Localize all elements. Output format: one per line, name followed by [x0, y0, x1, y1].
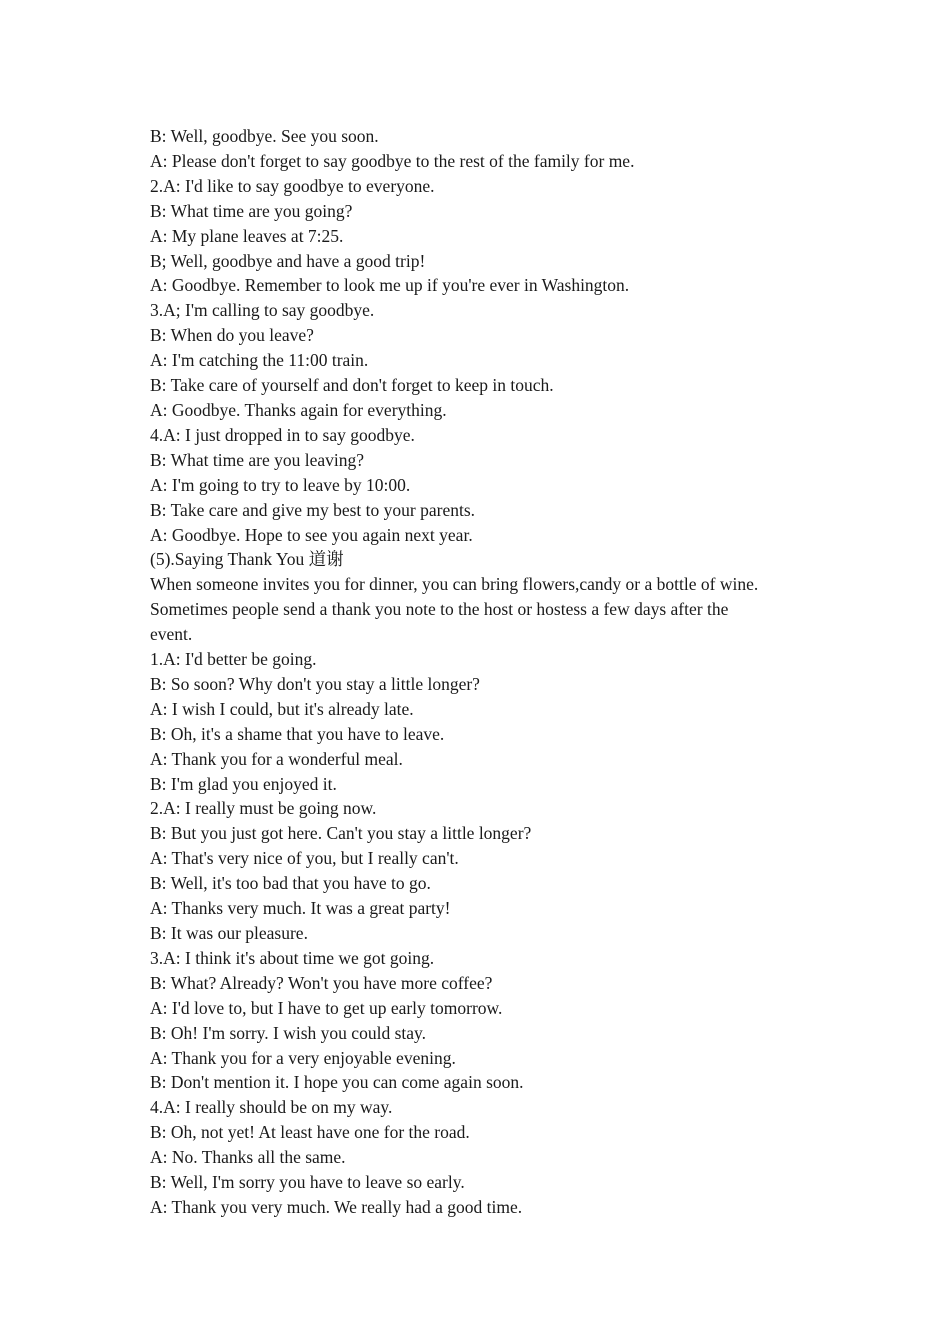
dialogue-line: A: I'm catching the 11:00 train. — [150, 350, 369, 371]
dialogue-line: B: I'm glad you enjoyed it. — [150, 773, 337, 794]
dialogue-line: 1.A: I'd better be going. — [150, 649, 317, 670]
dialogue-line: B: Well, I'm sorry you have to leave so early. — [150, 1172, 465, 1193]
dialogue-line: A: Thank you for a very enjoyable evening. — [150, 1047, 456, 1068]
dialogue-line: 4.A: I really should be on my way. — [150, 1097, 393, 1118]
dialogue-line: A: Goodbye. Remember to look me up if you're ever in Washington. — [150, 275, 630, 296]
document-body — [150, 124, 760, 1220]
dialogue-line: A: That's very nice of you, but I really can't. — [150, 848, 459, 869]
dialogue-line: A: Goodbye. Hope to see you again next year. — [150, 524, 473, 545]
dialogue-line: A: Thank you very much. We really had a good time. — [150, 1196, 523, 1217]
dialogue-line: B: So soon? Why don't you stay a little longer? — [150, 673, 480, 694]
dialogue-line: B: Oh, not yet! At least have one for the road. — [150, 1122, 470, 1143]
dialogue-line: A: Thanks very much. It was a great party! — [150, 898, 451, 919]
dialogue-line: B: Take care of yourself and don't forget to keep in touch. — [150, 375, 554, 396]
dialogue-line: B: What? Already? Won't you have more coffee? — [150, 972, 493, 993]
dialogue-line: 3.A: I think it's about time we got going. — [150, 947, 435, 968]
dialogue-line: B: Well, goodbye. See you soon. — [150, 126, 379, 146]
dialogue-line: A: I'm going to try to leave by 10:00. — [150, 474, 411, 495]
dialogue-line: A: Please don't forget to say goodbye to the rest of the family for me. — [150, 150, 635, 171]
dialogue-line: A: Goodbye. Thanks again for everything. — [150, 399, 447, 420]
dialogue-line: 2.A: I'd like to say goodbye to everyone. — [150, 175, 435, 196]
dialogue-line: B: What time are you going? — [150, 200, 353, 221]
dialogue-line: B: It was our pleasure. — [150, 923, 308, 943]
dialogue-line: A: I'd love to, but I have to get up early tomorrow. — [150, 997, 503, 1018]
dialogue-line: A: My plane leaves at 7:25. — [150, 225, 344, 246]
dialogue-line: A: I wish I could, but it's already late. — [150, 698, 414, 719]
dialogue-line: B: Well, it's too bad that you have to go. — [150, 873, 431, 894]
dialogue-line: B: But you just got here. Can't you stay a little longer? — [150, 823, 532, 844]
dialogue-line: B: Oh, it's a shame that you have to leave. — [150, 723, 445, 744]
dialogue-line: B: Oh! I'm sorry. I wish you could stay. — [150, 1022, 426, 1043]
dialogue-line: 2.A: I really must be going now. — [150, 798, 377, 819]
dialogue-line: B: When do you leave? — [150, 325, 314, 346]
dialogue-line: 4.A: I just dropped in to say goodbye. — [150, 424, 415, 445]
dialogue-line: A: Thank you for a wonderful meal. — [150, 748, 403, 769]
dialogue-line: B: Take care and give my best to your parents. — [150, 499, 476, 520]
section-heading: (5).Saying Thank You 道谢 — [150, 549, 344, 570]
dialogue-line: A: No. Thanks all the same. — [150, 1147, 346, 1168]
dialogue-line: B: Don't mention it. I hope you can come again soon. — [150, 1072, 524, 1093]
intro-paragraph: When someone invites you for dinner, you can bring flowers,candy or a bottle of wine. Sometimes people send a thank you note to the host or hostess a few days after the event. — [150, 574, 759, 645]
dialogue-line: 3.A; I'm calling to say goodbye. — [150, 300, 375, 321]
dialogue-line: B: What time are you leaving? — [150, 449, 364, 470]
dialogue-line: B; Well, goodbye and have a good trip! — [150, 250, 426, 271]
